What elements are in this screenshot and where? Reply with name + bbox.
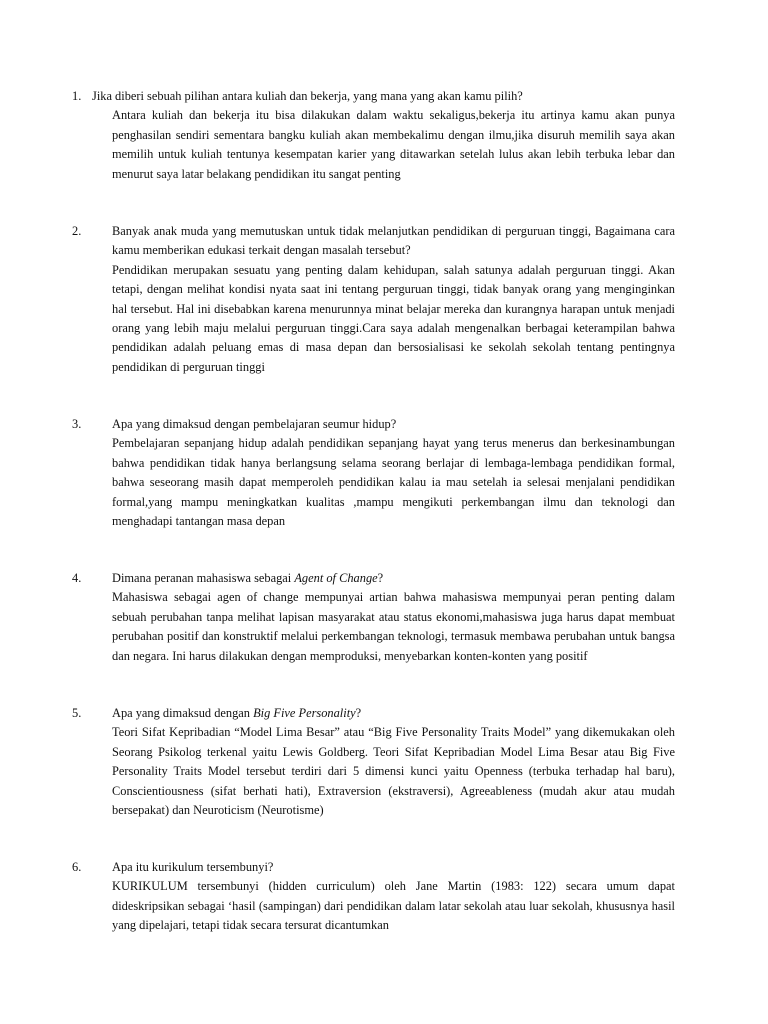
qa-item-6 — [72, 858, 675, 936]
question-text: Banyak anak muda yang memutuskan untuk tidak melanjutkan pendidikan di perguruan tinggi, Bagaimana cara kamu memberikan edukasi terkait dengan masalah tersebut? — [112, 224, 675, 258]
question-text: Apa itu kurikulum tersembunyi? — [112, 860, 274, 874]
question-prefix: Dimana peranan mahasiswa sebagai — [112, 571, 295, 585]
question-emphasis: Big Five Personality — [253, 706, 356, 720]
question-text: Apa yang dimaksud dengan pembelajaran seumur hidup? — [112, 417, 397, 431]
item-number: 3. — [72, 417, 82, 431]
question-text: Jika diberi sebuah pilihan antara kuliah dan bekerja, yang mana yang akan kamu pilih? — [92, 89, 523, 103]
answer-text: Antara kuliah dan bekerja itu bisa dilakukan dalam waktu sekaligus,bekerja itu artinya kamu akan punya penghasilan sendiri sementara bangku kuliah akan membekalimu dengan ilmu,jika disuruh memilih saya akan memilih untuk kuliah tentunya kesempatan karier yang ditawarkan setelah lulus akan lebih terbuka lebar dan menurut saya latar belakang pendidikan itu sangat penting — [112, 108, 675, 181]
answer-text: Pembelajaran sepanjang hidup adalah pendidikan sepanjang hayat yang terus menerus dan berkesinambungan bahwa pendidikan tidak hanya berlangsung selama seorang berlajar di lembaga-lembaga pendidikan formal, bahwa seseorang masih dapat memperoleh pendidikan kalau ia mau setelah ia selesai menjalani pendidikan formal,yang mampu meningkatkan kualitas ,mampu mengikuti perkembangan ilmu dan teknologi dan menghadapi tantangan masa depan — [112, 436, 675, 529]
answer-text: KURIKULUM tersembunyi (hidden curriculum) oleh Jane Martin (1983: 122) secara umum dapat dideskripsikan sebagai ‘hasil (sampingan) dari pendidikan dalam latar sekolah atau luar sekolah, khususnya hasil yang dipelajari, tetapi tidak secara tersurat dicantumkan — [112, 879, 675, 933]
qa-item-2 — [72, 222, 675, 377]
question-text — [112, 704, 675, 723]
question-prefix: Apa yang dimaksud dengan — [112, 706, 254, 720]
qa-item-4 — [72, 569, 675, 666]
item-number: 2. — [72, 224, 82, 238]
question-emphasis: Agent of Change — [294, 571, 378, 585]
answer-text: Teori Sifat Kepribadian “Model Lima Besar” atau “Big Five Personality Traits Model” yang dikemukakan oleh Seorang Psikolog terkenal yaitu Lewis Goldberg. Teori Sifat Kepribadian Model Lima Besar atau Big Five Personality Traits Model tersebut terdiri dari 5 dimensi kunci yaitu Openness (terbuka terhadap hal baru), Conscientiousness (sifat berhati hati), Extraversion (ekstraversi), Agreeableness (mudah akur atau mudah bersepakat) dan Neuroticism (Neurotisme) — [112, 725, 675, 818]
answer-text: Mahasiswa sebagai agen of change mempunyai artian bahwa mahasiswa mempunyai peran penting dalam sebuah perubahan tanpa melihat lapisan masyarakat atau status ekonomi,mahasiswa juga harus dapat membuat perubahan positif dan konstruktif melalui perkembangan teknologi, termasuk membawa perubahan untuk bangsa dan negara. Ini harus dilakukan dengan memproduksi, menyebarkan konten-konten yang positif — [112, 590, 675, 663]
qa-item-3 — [72, 415, 675, 531]
answer-text: Pendidikan merupakan sesuatu yang penting dalam kehidupan, salah satunya adalah perguruan tinggi. Akan tetapi, dengan melihat kondisi nyata saat ini tentang perguruan tinggi, tidak banyak orang yang menginginkan hal tersebut. Hal ini disebabkan karena menurunnya minat belajar mereka dan kurangnya harapan untuk menjadi orang yang lebih maju melalui perguruan tinggi.Cara saya adalah mengenalkan berbagai keterampilan bahwa pendidikan adalah peluang emas di masa depan dan bersosialisasi ke sekolah sekolah tentang pentingnya pendidikan di perguruan tinggi — [112, 262, 675, 374]
question-suffix: ? — [355, 706, 362, 720]
item-number: 4. — [72, 571, 82, 585]
item-number: 6. — [72, 860, 82, 874]
item-number: 5. — [72, 706, 82, 720]
item-number: 1. — [72, 89, 82, 103]
qa-item-1 — [72, 87, 675, 184]
qa-item-5 — [72, 704, 675, 820]
question-suffix: ? — [377, 571, 384, 585]
question-text — [112, 569, 675, 588]
